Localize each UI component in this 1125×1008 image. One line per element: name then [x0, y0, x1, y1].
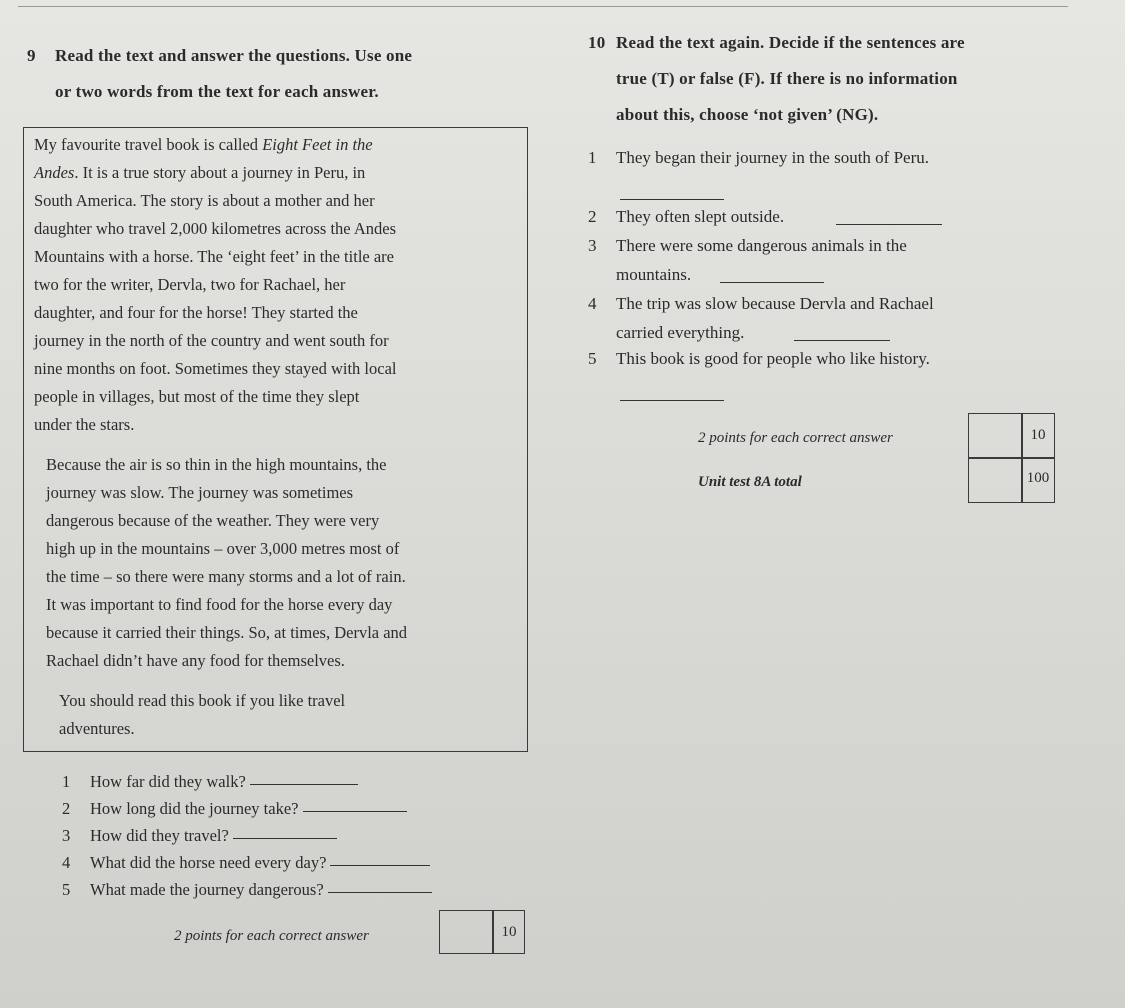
tf-answer-blank[interactable] [794, 324, 890, 341]
tf-answer-blank[interactable] [620, 183, 724, 200]
exercise-10-instruction-line2: true (T) or false (F). If there is no information [616, 69, 958, 88]
passage-line: people in villages, but most of the time they slept [34, 387, 360, 406]
question-item [62, 768, 432, 795]
tf-item-1 [588, 143, 1028, 203]
tf-statement-cont: carried everything. [616, 323, 745, 342]
passage-paragraph-3 [34, 687, 524, 743]
reading-passage [34, 131, 524, 743]
answer-blank[interactable] [303, 795, 407, 812]
exercise-9-number: 9 [27, 46, 36, 65]
passage-line: daughter who travel 2,000 kilometres across the Andes [34, 219, 396, 238]
passage-line: Because the air is so thin in the high mountains, the [46, 455, 387, 474]
tf-statement: They began their journey in the south of Peru. [616, 148, 930, 167]
passage-line: journey in the north of the country and went south for [34, 331, 389, 350]
tf-item-4 [588, 289, 1028, 347]
tf-number: 5 [588, 349, 597, 368]
passage-line: My favourite travel book is called [34, 135, 259, 154]
passage-paragraph-1 [34, 131, 524, 439]
question-text: How long did the journey take? [90, 799, 299, 818]
score-input-cell[interactable] [440, 911, 492, 953]
tf-item-5 [588, 344, 1028, 404]
passage-line: South America. The story is about a mother and her [34, 191, 375, 210]
exercise-9-score-box [439, 910, 525, 954]
exercise-10-instruction-line1: Read the text again. Decide if the sentences are [616, 33, 965, 52]
question-number: 3 [62, 826, 71, 845]
tf-number: 3 [588, 236, 597, 255]
answer-blank[interactable] [233, 822, 337, 839]
tf-statement-cont: mountains. [616, 265, 692, 284]
passage-line: You should read this book if you like travel [59, 691, 346, 710]
unit-total-max-score: 100 [1026, 470, 1050, 486]
question-number: 4 [62, 853, 71, 872]
answer-blank[interactable] [330, 849, 430, 866]
passage-paragraph-2 [34, 451, 524, 675]
answer-blank[interactable] [250, 768, 358, 785]
question-number: 2 [62, 799, 71, 818]
passage-line: nine months on foot. Sometimes they stayed with local [34, 359, 397, 378]
book-title-part2: Andes [34, 163, 75, 182]
question-item [62, 822, 432, 849]
exercise-10-score-input[interactable] [969, 414, 1021, 457]
tf-statement: There were some dangerous animals in the [616, 236, 907, 255]
tf-answer-blank[interactable] [836, 208, 942, 225]
exercise-10-max-score: 10 [1030, 427, 1046, 443]
tf-item-2 [588, 202, 1028, 232]
exercise-10-instruction-line3: about this, choose ‘not given’ (NG). [616, 105, 879, 124]
question-text: How did they travel? [90, 826, 229, 845]
passage-line: daughter, and four for the horse! They started the [34, 303, 358, 322]
question-item [62, 795, 432, 822]
tf-number: 1 [588, 148, 597, 167]
top-rule [18, 6, 1068, 7]
exercise-9-heading [27, 38, 412, 110]
passage-line: adventures. [59, 719, 135, 738]
exercise-10-heading [588, 25, 965, 133]
passage-line: because it carried their things. So, at times, Dervla and [46, 623, 408, 642]
tf-item-3 [588, 231, 1028, 289]
tf-statement: The trip was slow because Dervla and Rachael [616, 294, 934, 313]
book-title-part1: Eight Feet in the [262, 135, 373, 154]
passage-line: high up in the mountains – over 3,000 metres most of [46, 539, 400, 558]
question-number: 1 [62, 772, 71, 791]
total-score-input[interactable] [969, 459, 1021, 502]
question-text: What made the journey dangerous? [90, 880, 324, 899]
tf-answer-blank[interactable] [620, 384, 724, 401]
tf-number: 4 [588, 294, 597, 313]
exercise-9-points-label: 2 points for each correct answer [174, 928, 369, 944]
question-text: What did the horse need every day? [90, 853, 327, 872]
exercise-9-instruction-line2: or two words from the text for each answer. [55, 82, 379, 101]
score-table [968, 413, 1055, 503]
question-item [62, 849, 432, 876]
passage-line: Mountains with a horse. The ‘eight feet’ in the title are [34, 247, 394, 266]
exercise-10-number: 10 [588, 33, 606, 52]
exercise-9-instruction-line1: Read the text and answer the questions. Use one [55, 46, 413, 65]
passage-line: under the stars. [34, 415, 135, 434]
exercise-9-questions [62, 768, 432, 903]
tf-statement: This book is good for people who like history. [616, 349, 930, 368]
question-item [62, 876, 432, 903]
passage-line: . It is a true story about a journey in Peru, in [74, 163, 366, 182]
unit-total-label: Unit test 8A total [698, 474, 802, 490]
passage-line: the time – so there were many storms and a lot of rain. [46, 567, 406, 586]
question-text: How far did they walk? [90, 772, 246, 791]
tf-number: 2 [588, 207, 597, 226]
question-number: 5 [62, 880, 71, 899]
exercise-10-points-label: 2 points for each correct answer [698, 430, 893, 446]
passage-line: journey was slow. The journey was sometimes [46, 483, 354, 502]
tf-answer-blank[interactable] [720, 266, 824, 283]
passage-line: dangerous because of the weather. They were very [46, 511, 380, 530]
passage-line: It was important to find food for the horse every day [46, 595, 393, 614]
exercise-9-max-score: 10 [501, 924, 517, 940]
passage-line: two for the writer, Dervla, two for Rachael, her [34, 275, 346, 294]
tf-statement: They often slept outside. [616, 207, 785, 226]
passage-line: Rachael didn’t have any food for themselves. [46, 651, 345, 670]
answer-blank[interactable] [328, 876, 432, 893]
